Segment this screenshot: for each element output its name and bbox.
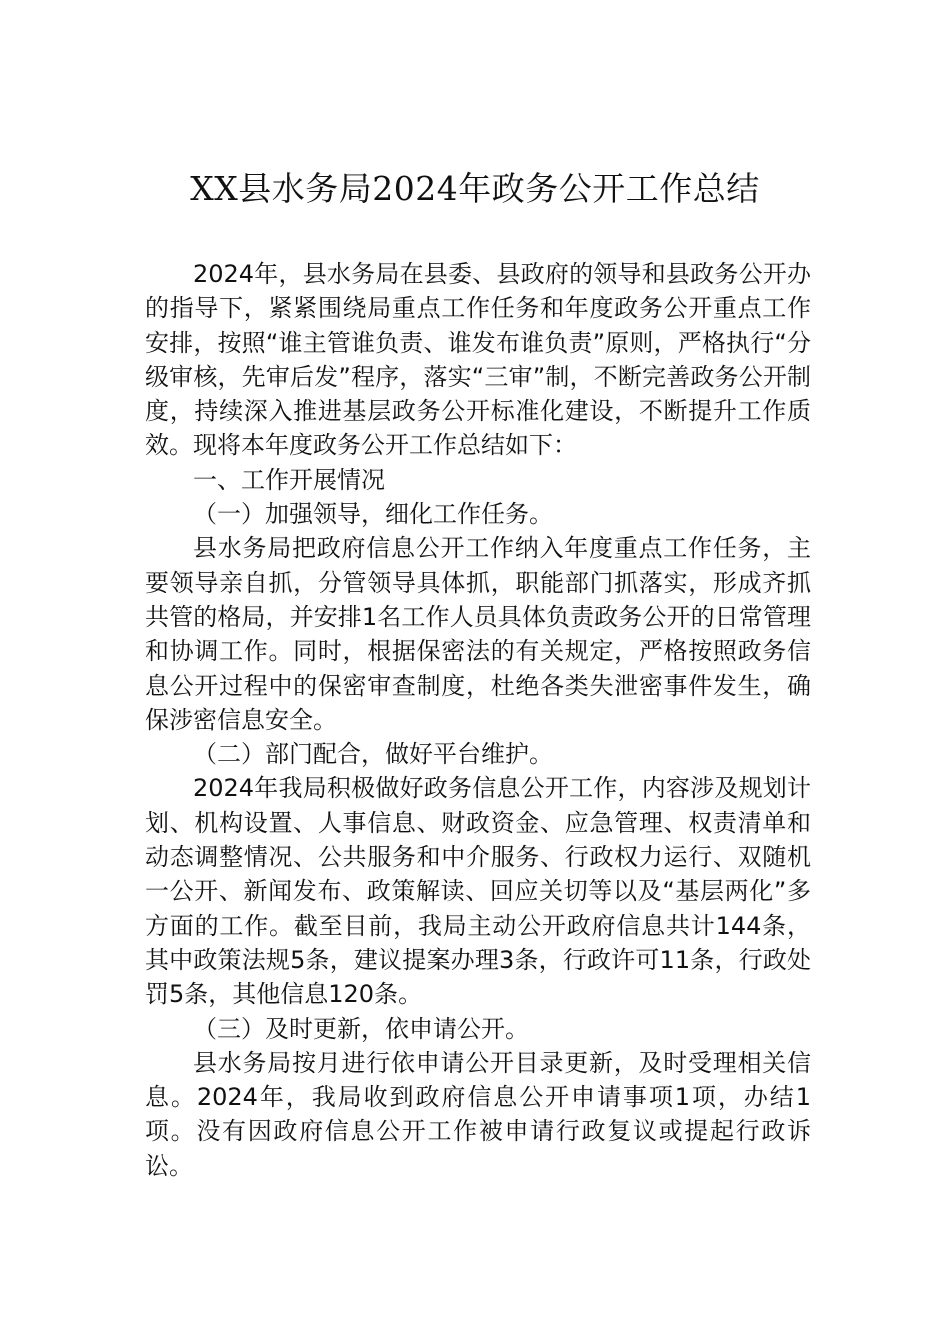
document-title: XX县水务局2024年政务公开工作总结 [190, 169, 760, 208]
intro-paragraph: 2024年，县水务局在县委、县政府的领导和县政务公开办的指导下，紧紧围绕局重点工作任务和年度政务公开重点工作安排，按照“谁主管谁负责、谁发布谁负责”原则，严格执行“分级审核，先审后发”程序，落实“三审”制，不断完善政务公开制度，持续深入推进基层政务公开标准化建设，不断提升工作质效。现将本年度政务公开工作总结如下： [145, 260, 811, 460]
subsection-heading-3: （三）及时更新，依申请公开。 [193, 1014, 529, 1043]
body-paragraph-1: 县水务局把政府信息公开工作纳入年度重点工作任务，主要领导亲自抓，分管领导具体抓，职能部门抓落实，形成齐抓共管的格局，并安排1名工作人员具体负责政务公开的日常管理和协调工作。同时，根据保密法的有关规定，严格按照政务信息公开过程中的保密审查制度，杜绝各类失泄密事件发生，确保涉密信息安全。 [145, 534, 811, 734]
body-paragraph-3: 县水务局按月进行依申请公开目录更新，及时受理相关信息。2024年，我局收到政府信息公开申请事项1项，办结1项。没有因政府信息公开工作被申请行政复议或提起行政诉讼。 [145, 1048, 811, 1180]
document-body [145, 257, 811, 1183]
subsection-heading-1: （一）加强领导，细化工作任务。 [193, 500, 553, 529]
section-heading: 一、工作开展情况 [193, 465, 385, 494]
body-paragraph-2: 2024年我局积极做好政务信息公开工作，内容涉及规划计划、机构设置、人事信息、财政资金、应急管理、权责清单和动态调整情况、公共服务和中介服务、行政权力运行、双随机一公开、新闻发布、政策解读、回应关切等以及“基层两化”多方面的工作。截至目前，我局主动公开政府信息共计144条，其中政策法规5条，建议提案办理3条，行政许可11条，行政处罚5条，其他信息120条。 [145, 774, 811, 1009]
subsection-heading-2: （二）部门配合，做好平台维护。 [193, 740, 553, 769]
